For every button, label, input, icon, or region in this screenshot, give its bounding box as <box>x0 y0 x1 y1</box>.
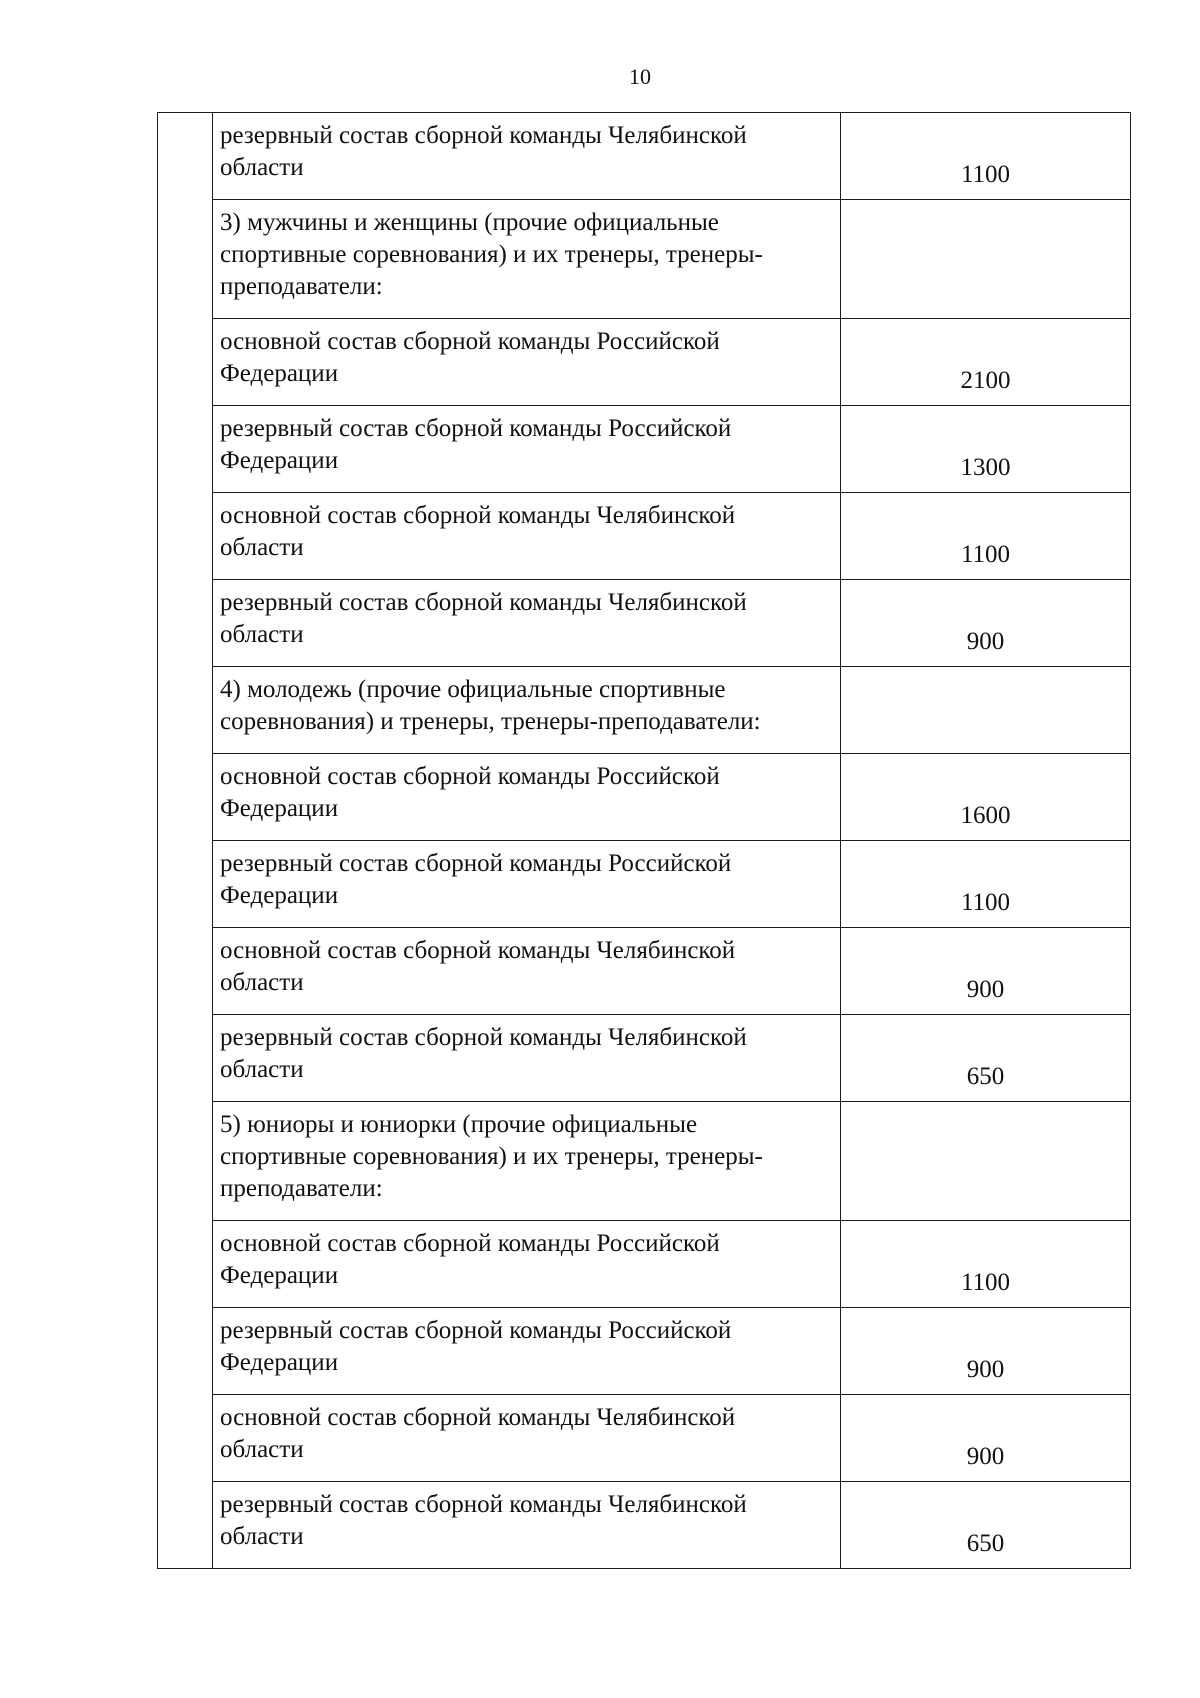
allowance-table <box>157 112 1131 1569</box>
amount-value: 900 <box>966 976 1005 1003</box>
empty-number-cell <box>158 1482 213 1569</box>
empty-number-cell <box>158 1015 213 1102</box>
table-row <box>158 1102 1131 1221</box>
amount-value: 2100 <box>960 367 1011 394</box>
amount-value: 1100 <box>960 1269 1011 1296</box>
category-text: резервный состав сборной команды Российской Федерации <box>220 1317 732 1376</box>
category-text: резервный состав сборной команды Челябинской области <box>220 1491 747 1550</box>
amount-value: 1100 <box>960 161 1011 188</box>
amount-cell <box>841 1482 1131 1569</box>
amount-value: 1100 <box>960 889 1011 916</box>
category-cell <box>213 200 841 319</box>
category-text: резервный состав сборной команды Челябинской области <box>220 1024 747 1083</box>
amount-cell <box>841 113 1131 200</box>
empty-number-cell <box>158 1102 213 1221</box>
category-text: основной состав сборной команды Российской Федерации <box>220 763 720 822</box>
empty-number-cell <box>158 200 213 319</box>
amount-cell <box>841 493 1131 580</box>
amount-cell <box>841 667 1131 754</box>
empty-number-cell <box>158 841 213 928</box>
category-cell <box>213 1102 841 1221</box>
amount-value: 650 <box>966 1530 1005 1557</box>
table-row <box>158 1221 1131 1308</box>
category-cell <box>213 754 841 841</box>
category-cell <box>213 1482 841 1569</box>
table-row <box>158 580 1131 667</box>
amount-cell <box>841 319 1131 406</box>
table-row <box>158 1015 1131 1102</box>
table-row <box>158 754 1131 841</box>
page-number: 10 <box>629 64 651 89</box>
category-text: резервный состав сборной команды Челябинской области <box>220 589 747 648</box>
amount-value: 1100 <box>960 541 1011 568</box>
amount-value: 650 <box>966 1063 1005 1090</box>
empty-number-cell <box>158 493 213 580</box>
table-row <box>158 1308 1131 1395</box>
category-heading-text: 5) юниоры и юниорки (прочие официальные спортивные соревнования) и их тренеры, тренеры- преподаватели: <box>220 1111 763 1202</box>
amount-cell <box>841 754 1131 841</box>
table-row <box>158 406 1131 493</box>
amount-cell <box>841 1395 1131 1482</box>
table-row <box>158 319 1131 406</box>
category-text: основной состав сборной команды Российской Федерации <box>220 1230 720 1289</box>
category-cell <box>213 580 841 667</box>
amount-value: 900 <box>966 1356 1005 1383</box>
amount-cell <box>841 928 1131 1015</box>
amount-cell <box>841 841 1131 928</box>
amount-cell <box>841 580 1131 667</box>
amount-cell <box>841 1015 1131 1102</box>
amount-cell <box>841 200 1131 319</box>
category-cell <box>213 667 841 754</box>
amount-value: 900 <box>966 628 1005 655</box>
amount-cell <box>841 1221 1131 1308</box>
empty-number-cell <box>158 319 213 406</box>
category-text: основной состав сборной команды Челябинской области <box>220 1404 736 1463</box>
table-row <box>158 667 1131 754</box>
category-cell <box>213 928 841 1015</box>
table-row <box>158 1395 1131 1482</box>
category-text: основной состав сборной команды Челябинской области <box>220 502 736 561</box>
category-cell <box>213 1221 841 1308</box>
category-cell <box>213 1395 841 1482</box>
amount-value <box>841 745 1130 753</box>
empty-number-cell <box>158 928 213 1015</box>
table-row <box>158 493 1131 580</box>
category-text: основной состав сборной команды Челябинской области <box>220 937 736 996</box>
category-cell <box>213 1308 841 1395</box>
category-text: резервный состав сборной команды Челябинской области <box>220 122 747 181</box>
amount-value <box>841 310 1130 318</box>
category-cell <box>213 493 841 580</box>
amount-cell <box>841 1308 1131 1395</box>
table-row <box>158 200 1131 319</box>
amount-cell <box>841 1102 1131 1221</box>
empty-number-cell <box>158 406 213 493</box>
empty-number-cell <box>158 1308 213 1395</box>
empty-number-cell <box>158 580 213 667</box>
table-row <box>158 928 1131 1015</box>
category-cell <box>213 113 841 200</box>
amount-cell <box>841 406 1131 493</box>
table-row <box>158 841 1131 928</box>
table-row <box>158 113 1131 200</box>
category-cell <box>213 1015 841 1102</box>
category-cell <box>213 841 841 928</box>
amount-value <box>841 1212 1130 1220</box>
category-cell <box>213 406 841 493</box>
table-row <box>158 1482 1131 1569</box>
empty-number-cell <box>158 113 213 200</box>
category-text: резервный состав сборной команды Российской Федерации <box>220 415 732 474</box>
empty-number-cell <box>158 667 213 754</box>
empty-number-cell <box>158 1221 213 1308</box>
category-heading-text: 4) молодежь (прочие официальные спортивные соревнования) и тренеры, тренеры-преподаватели: <box>220 676 761 735</box>
category-text: резервный состав сборной команды Российской Федерации <box>220 850 732 909</box>
category-text: основной состав сборной команды Российской Федерации <box>220 328 720 387</box>
amount-value: 900 <box>966 1443 1005 1470</box>
amount-value: 1300 <box>960 454 1011 481</box>
empty-number-cell <box>158 754 213 841</box>
category-cell <box>213 319 841 406</box>
category-heading-text: 3) мужчины и женщины (прочие официальные спортивные соревнования) и их тренеры, тренеры- преподаватели: <box>220 209 763 300</box>
amount-value: 1600 <box>960 802 1011 829</box>
empty-number-cell <box>158 1395 213 1482</box>
